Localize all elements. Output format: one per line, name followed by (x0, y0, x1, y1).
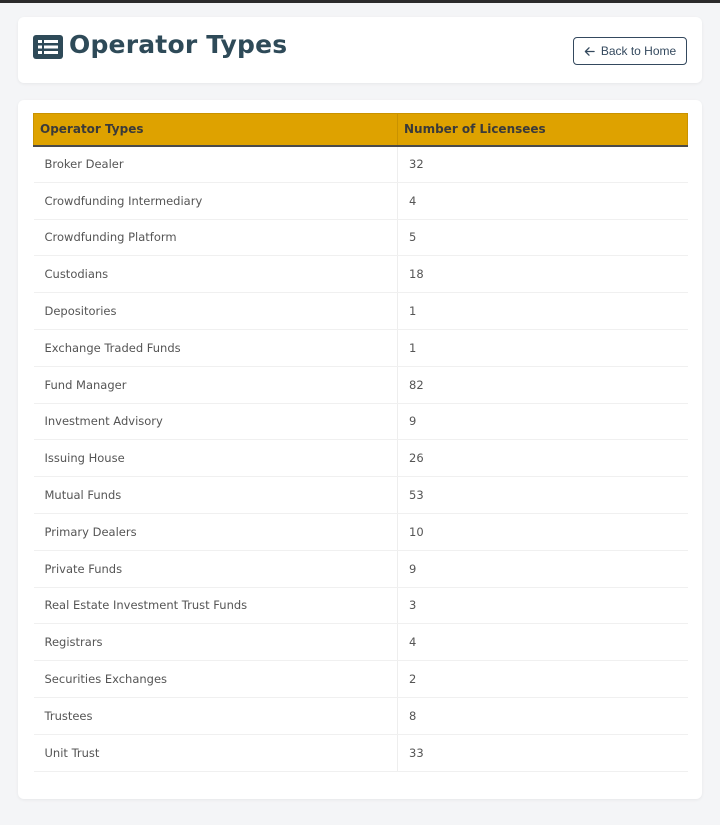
top-bar (0, 0, 720, 3)
table-row (34, 697, 688, 734)
licensee-count-cell: 32 (398, 146, 688, 183)
licensee-count-cell: 4 (398, 624, 688, 661)
licensee-count-cell: 53 (398, 477, 688, 514)
licensee-count-cell: 5 (398, 219, 688, 256)
licensee-count-cell: 82 (398, 366, 688, 403)
table-row (34, 587, 688, 624)
table-row (34, 146, 688, 183)
operator-type-cell: Broker Dealer (34, 146, 398, 183)
operator-type-cell: Trustees (34, 697, 398, 734)
licensee-count-cell: 1 (398, 293, 688, 330)
table-row (34, 366, 688, 403)
table-row (34, 661, 688, 698)
table-header-row (34, 114, 688, 146)
operator-type-cell: Depositories (34, 293, 398, 330)
licensee-count-cell: 4 (398, 182, 688, 219)
operator-type-cell: Primary Dealers (34, 513, 398, 550)
operator-type-cell: Unit Trust (34, 734, 398, 771)
table-row (34, 477, 688, 514)
operator-type-cell: Mutual Funds (34, 477, 398, 514)
operator-type-cell: Crowdfunding Platform (34, 219, 398, 256)
table-row (34, 293, 688, 330)
table-row (34, 624, 688, 661)
back-to-home-button[interactable] (573, 37, 687, 65)
operator-type-cell: Issuing House (34, 440, 398, 477)
page-header (18, 17, 702, 83)
licensee-count-cell: 9 (398, 550, 688, 587)
table-row (34, 440, 688, 477)
table-row (34, 550, 688, 587)
operator-type-cell: Custodians (34, 256, 398, 293)
table-row (34, 219, 688, 256)
licensee-count-cell: 8 (398, 697, 688, 734)
table-row (34, 182, 688, 219)
arrow-left-icon (584, 46, 595, 57)
table-row (34, 734, 688, 771)
back-button-label: Back to Home (600, 44, 677, 58)
licensee-count-cell: 26 (398, 440, 688, 477)
operator-type-cell: Real Estate Investment Trust Funds (34, 587, 398, 624)
operator-type-cell: Registrars (34, 624, 398, 661)
table-card (18, 100, 702, 799)
licensee-count-cell: 33 (398, 734, 688, 771)
licensee-count-cell: 1 (398, 329, 688, 366)
licensee-count-cell: 2 (398, 661, 688, 698)
column-header-operator-types: Operator Types (34, 114, 398, 146)
list-icon (33, 35, 63, 59)
licensee-count-cell: 10 (398, 513, 688, 550)
column-header-number-of-licensees: Number of Licensees (398, 114, 688, 146)
table-row (34, 513, 688, 550)
table-row (34, 256, 688, 293)
page-title: Operator Types (69, 30, 288, 59)
table-body (34, 146, 688, 772)
licensee-count-cell: 3 (398, 587, 688, 624)
operator-type-cell: Securities Exchanges (34, 661, 398, 698)
operator-type-cell: Crowdfunding Intermediary (34, 182, 398, 219)
operator-type-cell: Investment Advisory (34, 403, 398, 440)
operator-type-cell: Private Funds (34, 550, 398, 587)
table-row (34, 403, 688, 440)
operator-type-cell: Fund Manager (34, 366, 398, 403)
operator-types-table (33, 113, 688, 772)
operator-type-cell: Exchange Traded Funds (34, 329, 398, 366)
licensee-count-cell: 18 (398, 256, 688, 293)
licensee-count-cell: 9 (398, 403, 688, 440)
table-row (34, 329, 688, 366)
